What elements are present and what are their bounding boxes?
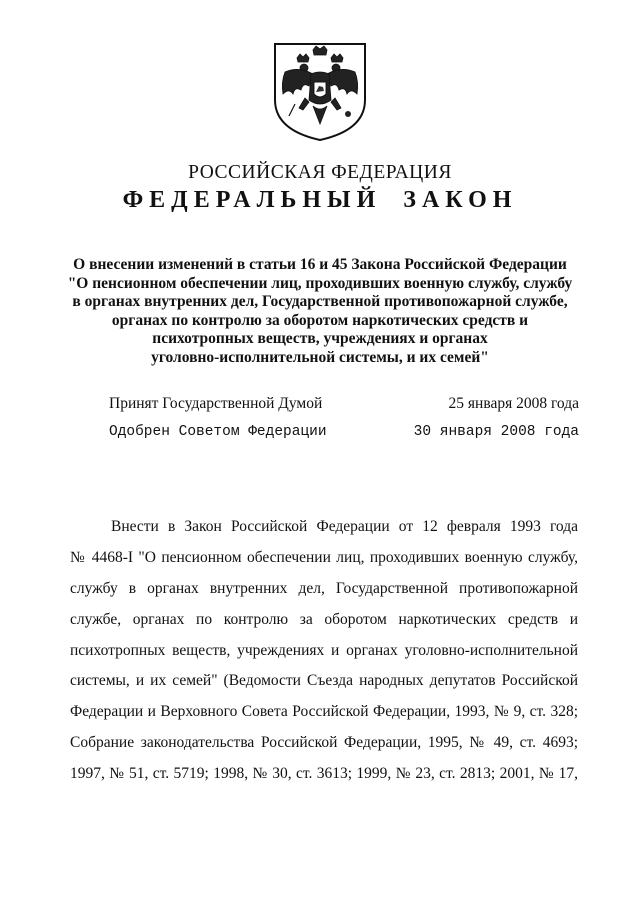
council-date: 30 января 2008 года bbox=[413, 424, 579, 440]
law-title-line: органах по контролю за оборотом наркотических средств и bbox=[111, 311, 529, 329]
body-line: службе, органах по контролю за оборотом наркотических средств и bbox=[70, 610, 578, 628]
body-line: Федерации и Верховного Совета Российской Федерации, 1993, № 9, ст. 328; bbox=[70, 703, 578, 721]
law-title bbox=[40, 256, 600, 367]
document-type: ФЕДЕРАЛЬНЫЙ ЗАКОН bbox=[122, 187, 518, 213]
body-line: Собрание законодательства Российской Федерации, 1995, № 49, ст. 4693; bbox=[70, 734, 578, 752]
body-line: системы, и их семей" (Ведомости Съезда народных депутатов Российской bbox=[70, 672, 578, 690]
law-title-line: в органах внутренних дел, Государственной противопожарной службе, bbox=[72, 293, 568, 310]
coat-of-arms-icon bbox=[269, 38, 371, 144]
council-label: Одобрен Советом Федерации bbox=[109, 424, 327, 440]
country-name: РОССИЙСКАЯ ФЕДЕРАЦИЯ bbox=[188, 162, 452, 183]
body-line: 1997, № 51, ст. 5719; 1998, № 30, ст. 3613; 1999, № 23, ст. 2813; 2001, № 17, bbox=[70, 765, 578, 783]
duma-label: Принят Государственной Думой bbox=[109, 395, 323, 412]
body-line: психотропных веществ, учреждениях и органах уголовно-исполнительной bbox=[70, 641, 578, 659]
law-title-line: уголовно-исполнительной системы, и их семей" bbox=[151, 348, 489, 366]
law-title-line: О внесении изменений в статьи 16 и 45 Закона Российской Федерации bbox=[73, 256, 567, 273]
law-title-line: "О пенсионном обеспечении лиц, проходивших военную службу, службу bbox=[67, 274, 573, 292]
law-body bbox=[70, 512, 578, 790]
body-line: № 4468-I "О пенсионном обеспечении лиц, проходивших военную службу, bbox=[70, 548, 578, 566]
law-title-line: психотропных веществ, учреждениях и органах bbox=[152, 330, 488, 347]
duma-date: 25 января 2008 года bbox=[448, 395, 579, 412]
body-line: службу в органах внутренних дел, Государственной противопожарной bbox=[70, 579, 578, 597]
body-line: Внести в Закон Российской Федерации от 12 февраля 1993 года bbox=[111, 518, 578, 535]
